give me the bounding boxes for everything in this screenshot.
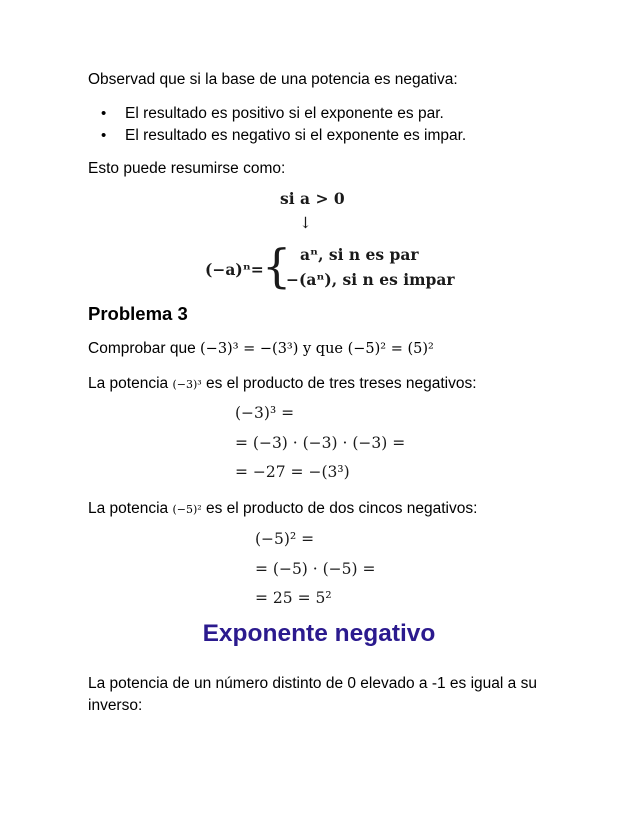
paragraph-text: es el producto de dos cincos negativos: xyxy=(206,500,478,517)
down-arrow-icon: ↓ xyxy=(299,214,312,232)
eq1-line-2: = (−3) · (−3) · (−3) = xyxy=(235,434,406,452)
paragraph-text: La potencia xyxy=(88,375,169,392)
bullet-item-positive: El resultado es positivo si el exponente es par. xyxy=(125,105,444,122)
formula-case-odd: −(aⁿ), si n es impar xyxy=(286,270,455,289)
power-paragraph-2 xyxy=(88,500,477,518)
problem-heading: Problema 3 xyxy=(88,303,188,324)
formula-case-even: aⁿ, si n es par xyxy=(300,245,419,264)
paragraph-text: La potencia xyxy=(88,500,169,517)
paragraph-text: es el producto de tres treses negativos: xyxy=(206,375,477,392)
formula-lhs: (−a)ⁿ= xyxy=(205,260,264,279)
section-paragraph: La potencia de un número distinto de 0 elevado a -1 es igual a su inverso: xyxy=(88,675,537,714)
bullet-icon: • xyxy=(101,105,107,122)
inline-math: (−3)³ xyxy=(172,378,202,391)
intro-text: Observad que si la base de una potencia es negativa: xyxy=(88,71,458,88)
eq2-line-3: = 25 = 5² xyxy=(255,589,332,607)
section-heading: Exponente negativo xyxy=(202,620,436,647)
summary-text: Esto puede resumirse como: xyxy=(88,160,286,177)
eq1-line-1: (−3)³ = xyxy=(235,404,295,422)
inline-math: (−5)² xyxy=(172,503,202,516)
eq1-line-3: = −27 = −(3³) xyxy=(235,463,350,481)
brace-icon: { xyxy=(262,239,292,293)
problem-statement xyxy=(88,340,434,358)
formula-condition: si a > 0 xyxy=(280,189,345,208)
power-paragraph-1 xyxy=(88,375,477,393)
statement-label: Comprobar que xyxy=(88,340,196,357)
bullet-icon: • xyxy=(101,127,107,144)
eq2-line-1: (−5)² = xyxy=(255,530,315,548)
statement-math: (−3)³ = −(3³) y que (−5)² = (5)² xyxy=(200,341,434,357)
eq2-line-2: = (−5) · (−5) = xyxy=(255,560,376,578)
bullet-item-negative: El resultado es negativo si el exponente es impar. xyxy=(125,127,467,144)
